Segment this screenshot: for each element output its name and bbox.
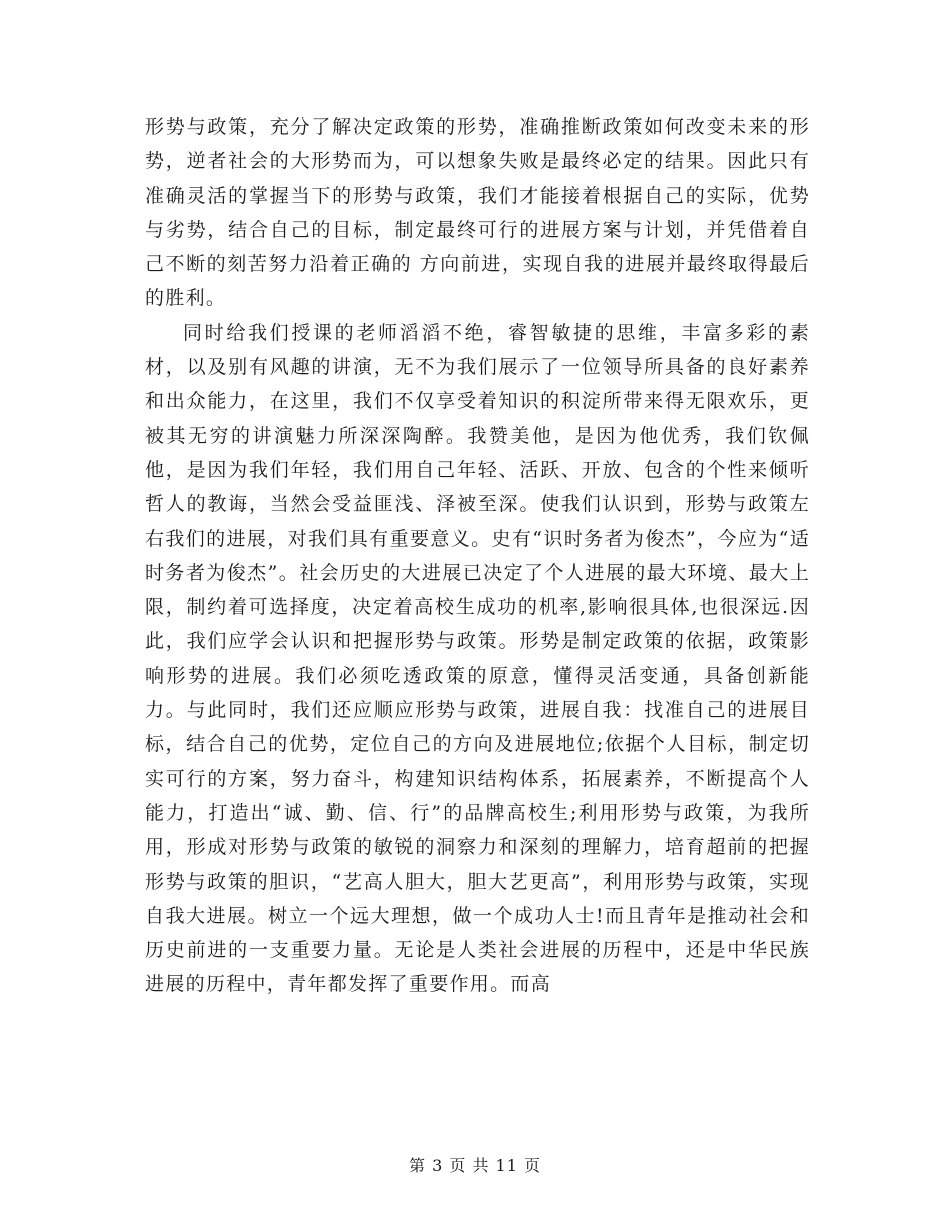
paragraph-2: 同时给我们授课的老师滔滔不绝，睿智敏捷的思维，丰富多彩的素材，以及别有风趣的讲演，无不为我们展示了一位领导所具备的良好素养和出众能力，在这里，我们不仅享受着知识的积淀所带来得无限欢乐，更被其无穷的讲演魅力所深深陶醉。我赞美他，是因为他优秀，我们钦佩他，是因为我们年轻，我们用自己年轻、活跃、开放、包含的个性来倾听哲人的教诲，当然会受益匪浅、泽被至深。使我们认识到，形势与政策左右我们的进展，对我们具有重要意义。史有“识时务者为俊杰”，今应为“适时务者为俊杰”。社会历史的大进展已决定了个人进展的最大环境、最大上限，制约着可选择度，决定着高校生成功的机率,影响很具体,也很深远.因此，我们应学会认识和把握形势与政策。形势是制定政策的依据，政策影响形势的进展。我们必须吃透政策的原意，懂得灵活变通，具备创新能力。与此同时，我们还应顺应形势与政策，进展自我：找准自己的进展目标，结合自己的优势，定位自己的方向及进展地位;依据个人目标，制定切实可行的方案，努力奋斗，构建知识结构体系，拓展素养，不断提高个人能力，打造出“诚、勤、信、行”的品牌高校生;利用形势与政策，为我所用，形成对形势与政策的敏锐的洞察力和深刻的理解力，培育超前的把握形势与政策的胆识，“艺高人胆大，胆大艺更高”，利用形势与政策，实现自我大进展。树立一个远大理想，做一个成功人士!而且青年是推动社会和历史前进的一支重要力量。无论是人类社会进展的历程中，还是中华民族进展的历程中，青年都发挥了重要作用。而高 — [145, 321, 810, 996]
page-number-footer: 第 3 页 共 11 页 — [409, 1156, 541, 1175]
paragraph-1: 形势与政策，充分了解决定政策的形势，准确推断政策如何改变未来的形势，逆者社会的大形势而为，可以想象失败是最终必定的结果。因此只有准确灵活的掌握当下的形势与政策，我们才能接着根据自己的实际，优势与劣势，结合自己的目标，制定最终可行的进展方案与计划，并凭借着自己不断的刻苦努力沿着正确的 方向前进，实现自我的进展并最终取得最后的胜利。 — [145, 116, 810, 310]
document-body — [145, 110, 810, 1002]
